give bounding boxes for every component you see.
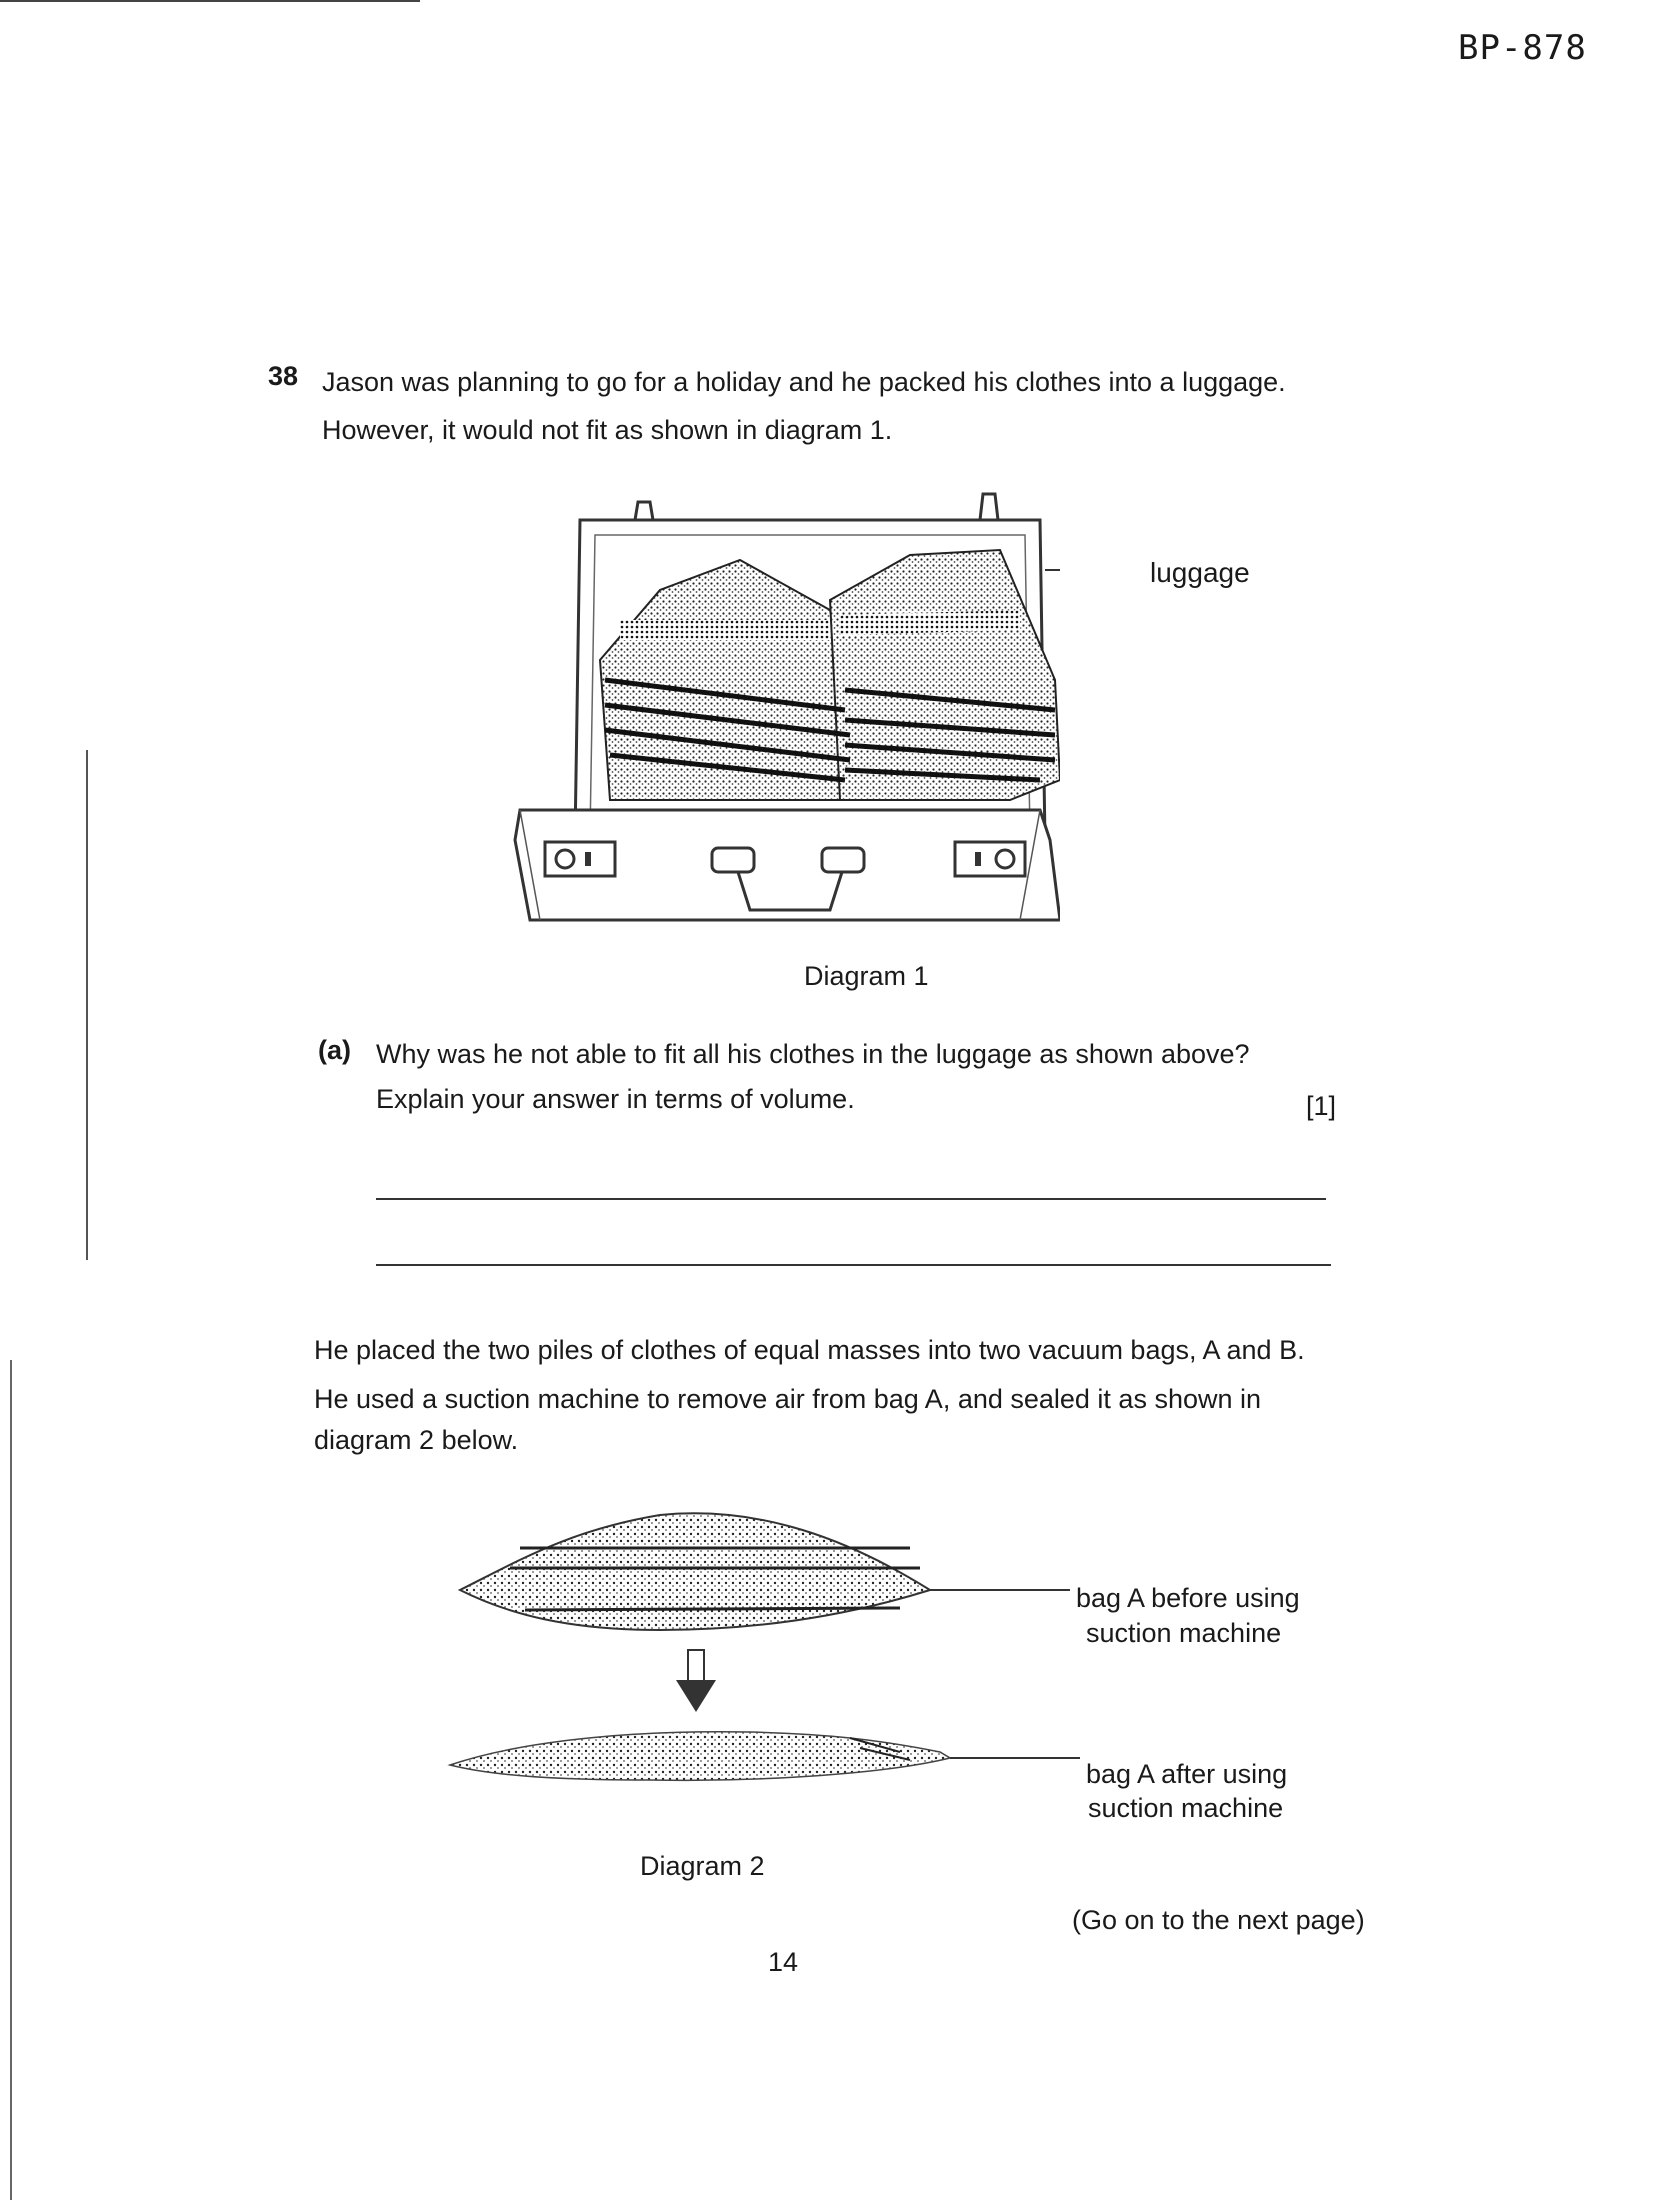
- paragraph-line1: He placed the two piles of clothes of equal masses into two vacuum bags, A and B.: [314, 1335, 1305, 1365]
- paragraph-line2: He used a suction machine to remove air from bag A, and sealed it as shown in: [314, 1384, 1262, 1414]
- left-margin-line: [86, 750, 88, 1260]
- diagram2-label-before-2: suction machine: [1086, 1618, 1282, 1648]
- top-rule: [0, 0, 420, 2]
- diagram1-caption: Diagram 1: [804, 961, 929, 991]
- diagram2-caption: Diagram 2: [640, 1851, 765, 1881]
- part-a-label: (a): [318, 1035, 351, 1065]
- diagram2-label-before-1: bag A before using: [1076, 1583, 1300, 1613]
- doc-code: BP-878: [1458, 28, 1587, 68]
- question-number: 38: [268, 361, 299, 391]
- question-intro-line2: However, it would not fit as shown in diagram 1.: [322, 415, 893, 445]
- diagram2-vacuum-bag: [430, 1490, 1080, 1820]
- part-a-line2: Explain your answer in terms of volume.: [376, 1084, 855, 1114]
- left-edge-line: [10, 1360, 12, 2200]
- part-a-marks: [1]: [1306, 1091, 1337, 1121]
- diagram1-luggage-label: luggage: [1150, 557, 1250, 588]
- diagram1-suitcase: [500, 480, 1060, 940]
- answer-line-2[interactable]: [376, 1264, 1331, 1266]
- page-number: 14: [768, 1947, 799, 1977]
- next-page-note: (Go on to the next page): [1072, 1905, 1365, 1935]
- diagram2-label-after-1: bag A after using: [1086, 1759, 1288, 1789]
- answer-line-1[interactable]: [376, 1198, 1326, 1200]
- part-a-line1: Why was he not able to fit all his clothes in the luggage as shown above?: [376, 1039, 1250, 1069]
- diagram2-label-after-2: suction machine: [1088, 1793, 1284, 1823]
- paragraph-line3: diagram 2 below.: [314, 1425, 519, 1455]
- question-intro-line1: Jason was planning to go for a holiday and he packed his clothes into a luggage.: [322, 367, 1286, 397]
